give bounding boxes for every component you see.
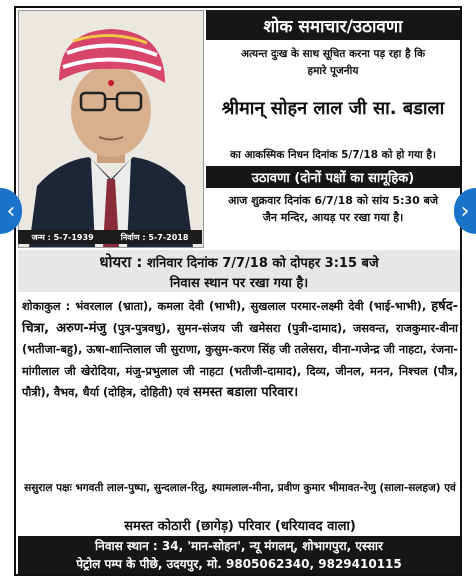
in-laws-list: ससुराल पक्षः भगवती लाल-पुष्पा, सुन्दलाल-रितु, श्यामलाल-मीना, प्रवीण कुमार भीमावत-रेणु (साला-सलहज) एवं: [24, 482, 456, 494]
mourners-text-1: भंवरलाल (भ्राता), कमला देवी (भाभी), सुखलाल परमार-लक्ष्मी देवी (भाई-भाभी),: [75, 300, 427, 313]
dhoyara-text-1: शनिवार दिनांक 7/7/18 को दोपहर 3:15 बजे: [146, 256, 379, 271]
uthavana-title: उठावणा (दोनों पक्षों का सामूहिक): [206, 166, 460, 188]
portrait-photo: [18, 10, 204, 248]
uthavana-details: [206, 192, 460, 226]
chevron-left-icon: ‹: [6, 198, 16, 224]
uthavana-line-1: आज शुक्रवार दिनांक 6/7/18 को सांय 5:30 बजे: [227, 194, 439, 207]
address-line-1: निवास स्थान : 34, 'मान-सोहन', न्यू मंगलम्, शोभागपुरा, एस्सार: [95, 539, 383, 553]
intro-line-2: हमारे पूजनीय: [307, 65, 359, 77]
mourners-list: [22, 296, 458, 404]
portrait-illustration: [19, 11, 203, 247]
mourners-text-2: (पुत्र-पुत्रवधु), सुमन-संजय जी खमेसरा (पुत्री-दामाद), जसवन्त, राजकुमार-वीना (भतीजा-बहु), ऊषा-शान्तिलाल जी सुराणा, कुसुम-करण सिंह जी तलेसरा, वीना-गजेन्द्र जी नाहटा, रंजना-मांगीलाल जी खेरोदिया, मंजु-प्रभुलाल जी नाहटा (भतीजी-दामाद), दिव्य, जीनल, मनन, निश्चल (पौत्र, पौत्री), वैभव, धैर्या (दोहित्र, दोहिती) एवं: [22, 321, 458, 399]
mourners-prefix: शोकाकुल :: [22, 300, 71, 313]
notice-title: शोक समाचार/उठावणा: [206, 10, 460, 40]
mourners-highlight-2: समस्त बडाला परिवार।: [193, 385, 299, 400]
birth-date: जन्म : 5-7-1939: [31, 232, 94, 242]
mourners-highlight-1: हर्षद-चित्रा, अरुण-मंजु: [22, 299, 458, 336]
intro-line-1: अत्यन्त दुःख के साथ सूचित करना पड़ रहा है कि: [240, 48, 426, 60]
dhoyara-section: [18, 250, 460, 292]
dhoyara-label: धोयरा :: [99, 253, 143, 271]
dhoyara-text-2: निवास स्थान पर रखा गया है।: [169, 276, 309, 291]
address-block: [18, 536, 460, 574]
chevron-right-icon: ›: [460, 198, 470, 224]
intro-text: [206, 46, 460, 80]
death-notice: का आकस्मिक निधन दिनांक 5/7/18 को हो गया है।: [230, 149, 436, 161]
uthavana-line-2: जैन मन्दिर, आयड़ पर रखा गया है।: [262, 211, 404, 224]
deceased-name: श्रीमान् सोहन लाल जी सा. बडाला: [221, 98, 445, 119]
death-date: निर्वाण : 5-7-2018: [120, 232, 189, 242]
life-dates: [18, 230, 202, 244]
family-name: समस्त कोठारी (छागेड़) परिवार (धरियावद वाला): [124, 519, 356, 534]
address-line-2: पेट्रोल पम्प के पीछे, उदयपुर, मो. 9805062340, 9829410115: [76, 557, 402, 571]
